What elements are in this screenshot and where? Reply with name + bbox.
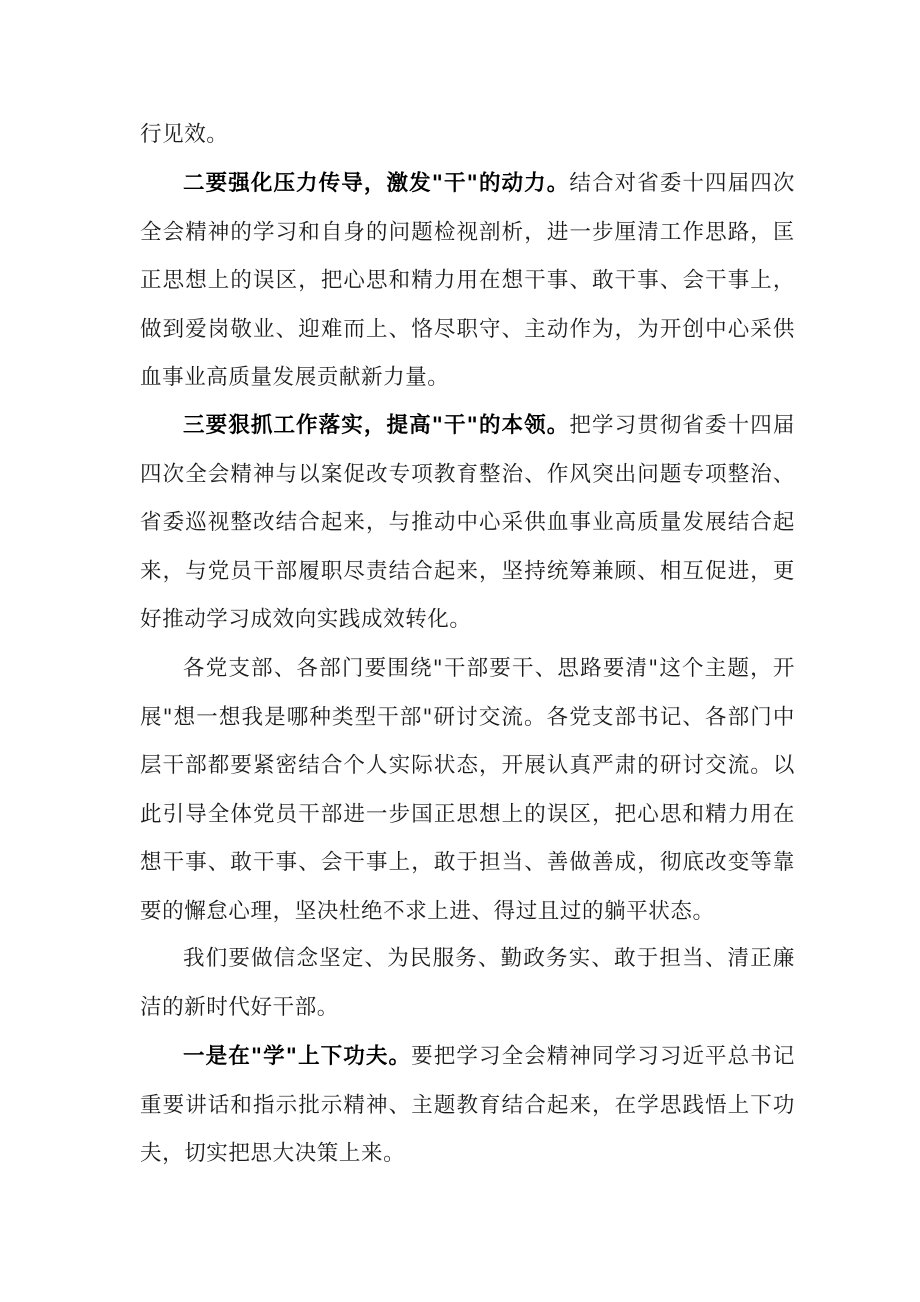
paragraph-lead-heading: 一是在"学"上下功夫。	[183, 1044, 412, 1069]
paragraph-text: 把学习贯彻省委十四届四次全会精神与以案促改专项教育整治、作风突出问题专项整治、省委巡视整改结合起来，与推动中心采供血事业高质量发展结合起来，与党员干部履职尽责结合起来，坚持统筹兼顾、相互促进，更好推动学习成效向实践成效转化。	[140, 413, 795, 632]
paragraph-text: 各党支部、各部门要围绕"干部要干、思路要清"这个主题，开展"想一想我是哪种类型干部"研讨交流。各党支部书记、各部门中层干部都要紧密结合个人实际状态，开展认真严肃的研讨交流。以此引导全体党员干部进一步国正思想上的误区，把心思和精力用在想干事、敢干事、会干事上，敢于担当、善做善成，彻底改变等靠要的懈怠心理，坚决杜绝不求上进、得过且过的躺平状态。	[140, 656, 795, 924]
paragraph-point-one-study	[140, 1033, 795, 1179]
paragraph-lead-heading: 二要强化压力传导，激发"干"的动力。	[183, 171, 570, 196]
paragraph-party-branches	[140, 645, 795, 936]
paragraph-continuation	[140, 111, 795, 160]
paragraph-text: 我们要做信念坚定、为民服务、勤政务实、敢于担当、清正廉洁的新时代好干部。	[140, 946, 795, 1020]
paragraph-lead-heading: 三要狠抓工作落实，提高"干"的本领。	[183, 413, 570, 438]
paragraph-point-three	[140, 402, 795, 645]
paragraph-point-two	[140, 160, 795, 403]
paragraph-text: 要把学习全会精神同学习习近平总书记重要讲话和指示批示精神、主题教育结合起来，在学思践悟上下功夫，切实把思大决策上来。	[140, 1044, 795, 1166]
paragraph-good-cadres	[140, 935, 795, 1032]
paragraph-text: 行见效。	[140, 122, 229, 147]
paragraph-text: 结合对省委十四届四次全会精神的学习和自身的问题检视剖析，进一步厘清工作思路，匡正思想上的误区，把心思和精力用在想干事、敢干事、会干事上，做到爱岗敬业、迎难而上、恪尽职守、主动作为，为开创中心采供血事业高质量发展贡献新力量。	[140, 171, 795, 390]
